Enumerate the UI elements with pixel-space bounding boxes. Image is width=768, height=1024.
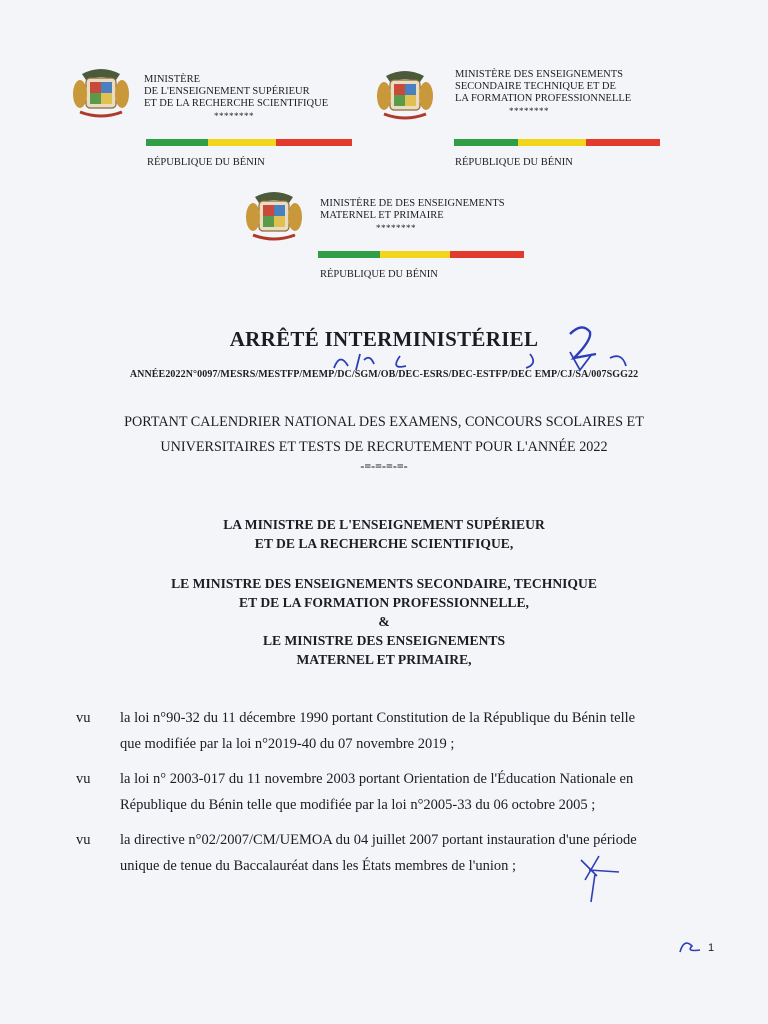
- benin-coat-of-arms-icon: [72, 66, 130, 122]
- minister-line: LE MINISTRE DES ENSEIGNEMENTS: [262, 633, 506, 648]
- ministry-line: SECONDAIRE TECHNIQUE ET DE: [455, 81, 616, 92]
- consideration-text: [120, 827, 720, 879]
- consideration-line: que modifiée par la loi n°2019-40 du 07 novembre 2019 ;: [120, 736, 455, 752]
- flag-stripe: [146, 139, 352, 146]
- consideration-line: République du Bénin telle que modifiée par la loi n°2005-33 du 06 octobre 2005 ;: [120, 797, 596, 813]
- subject-line: UNIVERSITAIRES ET TESTS DE RECRUTEMENT POUR L'ANNÉE 2022: [160, 439, 608, 455]
- handwritten-paraph-icon: [676, 936, 706, 958]
- benin-coat-of-arms-icon: [376, 68, 434, 124]
- vu-label: vu: [76, 710, 91, 726]
- handwritten-initials-icon: [575, 850, 625, 906]
- ministry-line: LA FORMATION PROFESSIONNELLE: [455, 93, 632, 104]
- ministry-name-center: [320, 198, 505, 234]
- flag-stripe: [318, 251, 524, 258]
- separator: -=-=-=-=-: [360, 459, 408, 473]
- ministry-line: MINISTÈRE DE DES ENSEIGNEMENTS: [320, 198, 505, 209]
- consideration-line: unique de tenue du Baccalauréat dans les États membres de l'union ;: [120, 858, 516, 874]
- ministry-name-right: [455, 69, 631, 117]
- minister-line: LE MINISTRE DES ENSEIGNEMENTS SECONDAIRE, TECHNIQUE: [171, 576, 597, 591]
- ampersand: &: [378, 614, 390, 629]
- document-subject: [60, 410, 708, 460]
- ministry-line: MINISTÈRE: [144, 74, 200, 85]
- vu-label: vu: [76, 771, 91, 787]
- ministry-line: MINISTÈRE DES ENSEIGNEMENTS: [455, 69, 623, 80]
- consideration-text: [120, 766, 720, 818]
- ministry-stars: ********: [214, 111, 254, 121]
- republic-label: RÉPUBLIQUE DU BÉNIN: [320, 269, 438, 280]
- consideration-line: la loi n° 2003-017 du 11 novembre 2003 portant Orientation de l'Éducation Nationale en: [120, 771, 634, 787]
- consideration-line: la directive n°02/2007/CM/UEMOA du 04 juillet 2007 portant instauration d'une période: [120, 832, 637, 848]
- document-reference: ANNÉE2022N°0097/MESRS/MESTFP/MEMP/DC/SGM/OB/DEC-ESRS/DEC-ESTFP/DEC EMP/CJ/SA/007SGG22: [129, 369, 639, 380]
- ministry-name-left: [144, 74, 328, 122]
- republic-label: RÉPUBLIQUE DU BÉNIN: [455, 157, 573, 168]
- republic-label: RÉPUBLIQUE DU BÉNIN: [147, 157, 265, 168]
- minister-line: MATERNEL ET PRIMAIRE,: [296, 652, 472, 667]
- ministry-stars: ********: [376, 223, 416, 233]
- ministry-line: ET DE LA RECHERCHE SCIENTIFIQUE: [144, 98, 329, 109]
- handwritten-scribble-icon: [330, 350, 650, 374]
- page-number: 1: [708, 942, 715, 954]
- minister-block-2: [60, 574, 708, 669]
- minister-line: LA MINISTRE DE L'ENSEIGNEMENT SUPÉRIEUR: [223, 517, 545, 532]
- subject-line: PORTANT CALENDRIER NATIONAL DES EXAMENS, CONCOURS SCOLAIRES ET: [124, 414, 644, 430]
- benin-coat-of-arms-icon: [245, 189, 303, 245]
- consideration-line: la loi n°90-32 du 11 décembre 1990 portant Constitution de la République du Bénin telle: [120, 710, 636, 726]
- minister-block-1: [60, 515, 708, 553]
- ministry-line: MATERNEL ET PRIMAIRE: [320, 210, 444, 221]
- minister-line: ET DE LA FORMATION PROFESSIONNELLE,: [239, 595, 529, 610]
- ministry-stars: ********: [509, 106, 549, 116]
- ministry-line: DE L'ENSEIGNEMENT SUPÉRIEUR: [144, 86, 310, 97]
- vu-label: vu: [76, 832, 91, 848]
- minister-line: ET DE LA RECHERCHE SCIENTIFIQUE,: [254, 536, 514, 551]
- flag-stripe: [454, 139, 660, 146]
- consideration-text: [120, 705, 720, 757]
- document-title: ARRÊTÉ INTERMINISTÉRIEL: [229, 327, 539, 351]
